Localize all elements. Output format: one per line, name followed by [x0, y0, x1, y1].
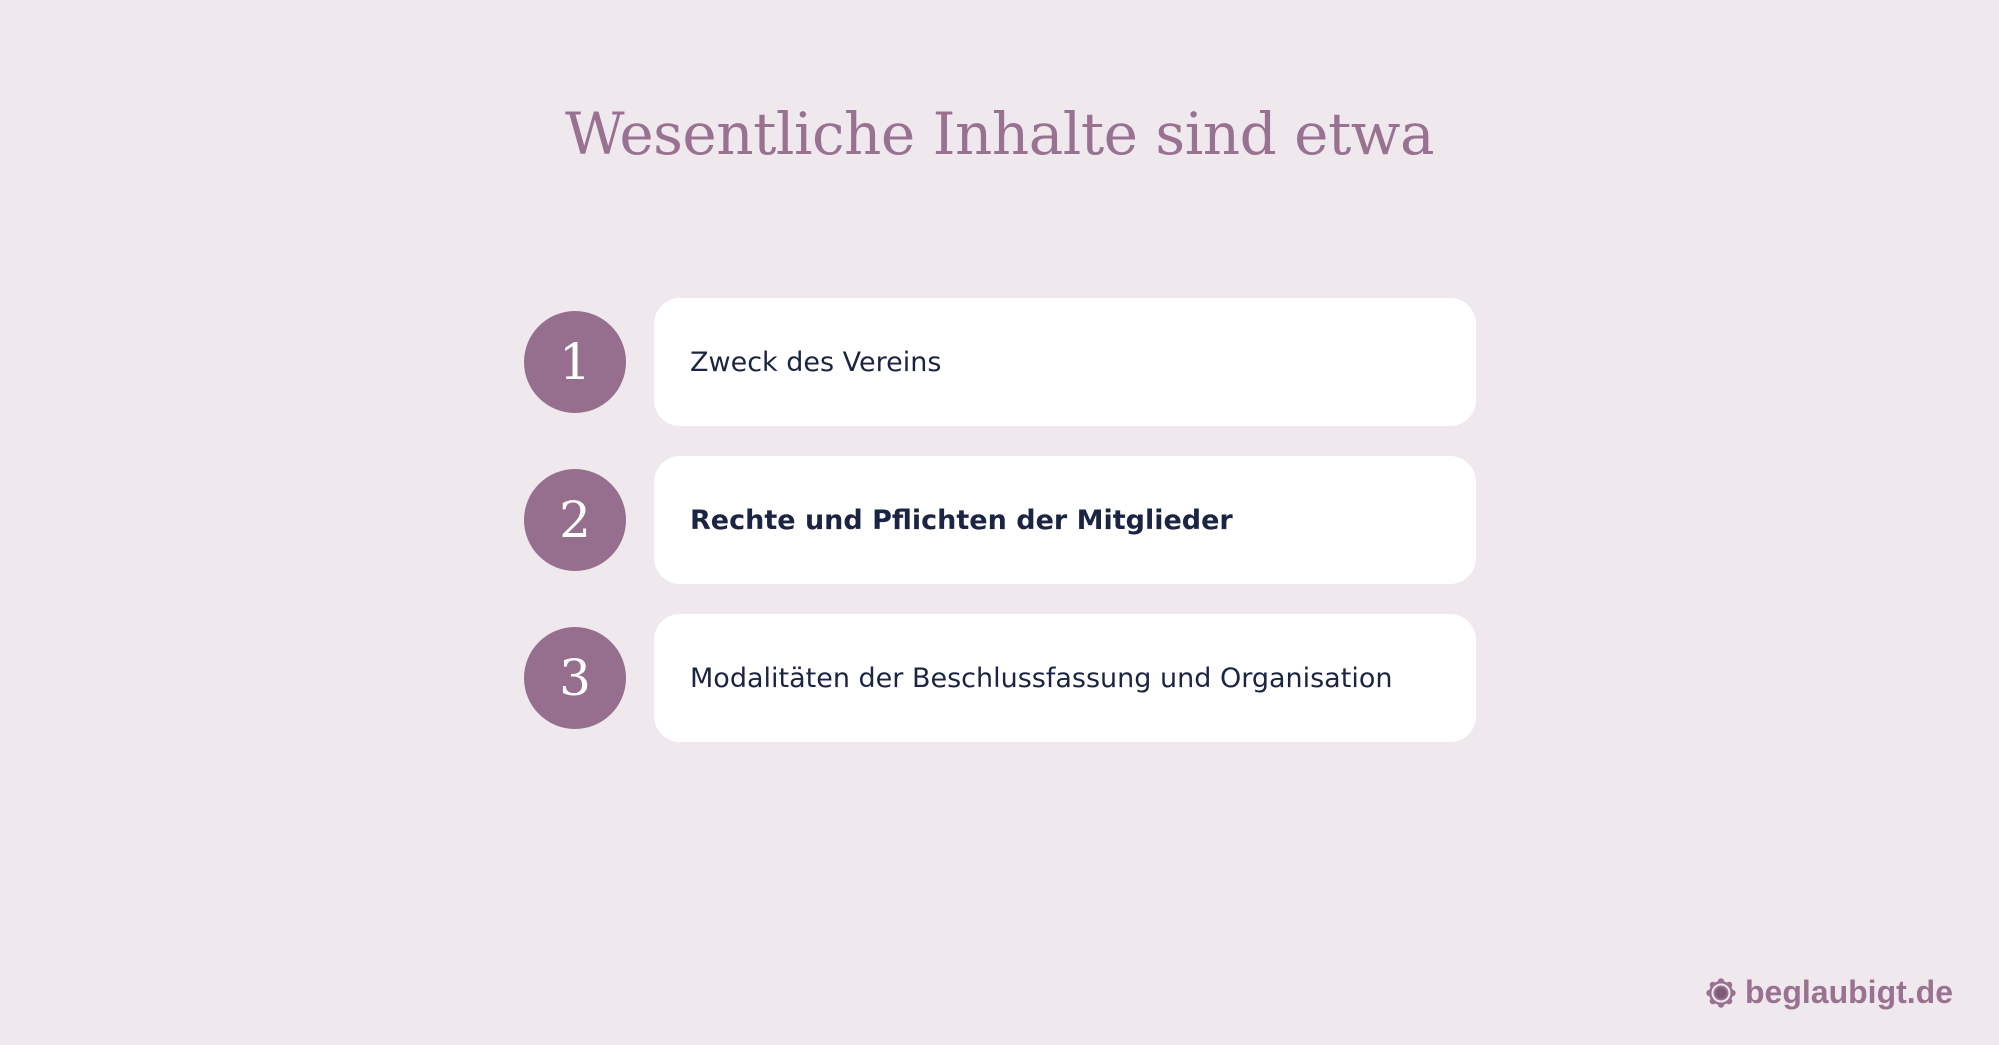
brand-logo	[1705, 974, 1953, 1011]
item-number-badge: 2	[524, 469, 626, 571]
content-list	[524, 298, 1476, 742]
seal-icon	[1705, 977, 1737, 1009]
item-card	[654, 456, 1476, 584]
brand-name: beglaubigt.de	[1745, 974, 1953, 1010]
item-number-badge: 3	[524, 627, 626, 729]
item-label: Modalitäten der Beschlussfassung und Organisation	[690, 662, 1393, 694]
item-card	[654, 614, 1476, 742]
list-item	[524, 298, 1476, 426]
list-item	[524, 456, 1476, 584]
item-number-badge: 1	[524, 311, 626, 413]
item-label: Rechte und Pflichten der Mitglieder	[690, 504, 1233, 536]
item-card	[654, 298, 1476, 426]
item-label: Zweck des Vereins	[690, 346, 942, 378]
page-title: Wesentliche Inhalte sind etwa	[564, 100, 1435, 168]
list-item	[524, 614, 1476, 742]
